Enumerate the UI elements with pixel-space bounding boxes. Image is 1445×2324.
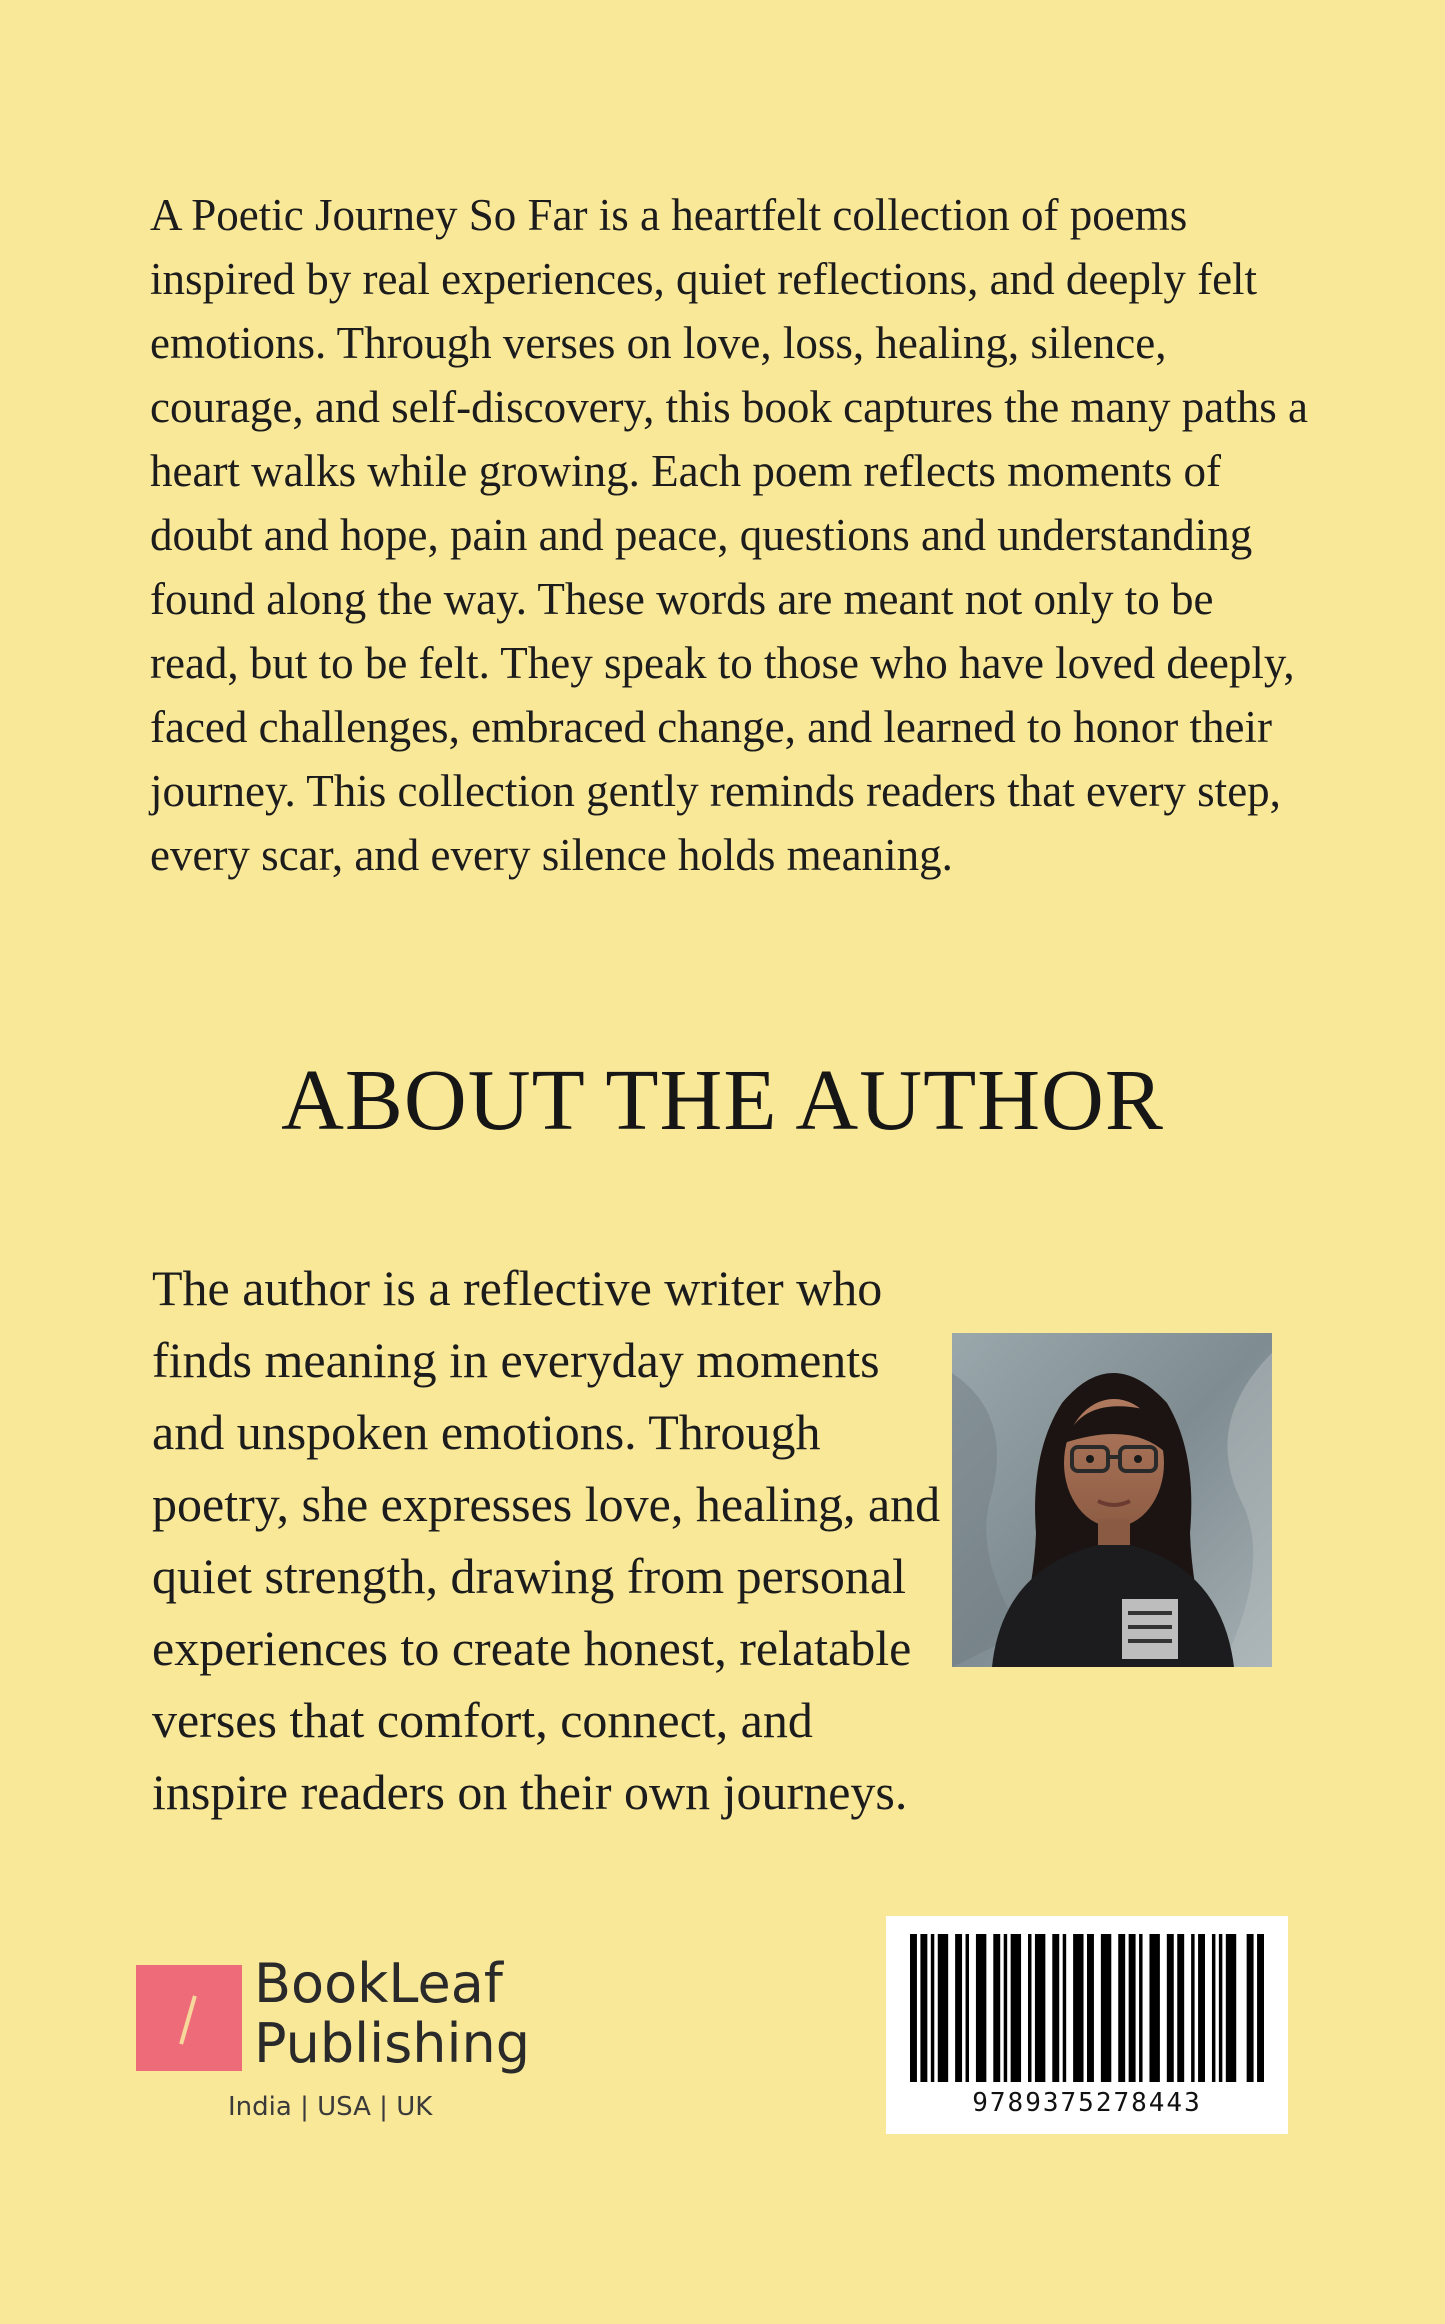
publisher-logo bbox=[136, 1952, 556, 2142]
barcode-bar bbox=[1198, 1934, 1205, 2082]
barcode-bar bbox=[976, 1934, 986, 2082]
barcode-bar bbox=[966, 1934, 969, 2082]
barcode-bar bbox=[1073, 1934, 1083, 2082]
barcode-bar bbox=[1191, 1934, 1194, 2082]
barcode-bar bbox=[1167, 1934, 1174, 2082]
barcode-bar bbox=[1035, 1934, 1045, 2082]
barcode-bar bbox=[1247, 1934, 1254, 2082]
barcode-bar bbox=[931, 1934, 934, 2082]
barcode-bar bbox=[1063, 1934, 1066, 2082]
barcode-bar bbox=[1011, 1934, 1021, 2082]
barcode-bar bbox=[1129, 1934, 1136, 2082]
about-author-heading: ABOUT THE AUTHOR bbox=[281, 1051, 1164, 1148]
publisher-slash-icon bbox=[136, 1965, 242, 2071]
barcode-bar bbox=[1257, 1934, 1264, 2082]
barcode-bar bbox=[1212, 1934, 1215, 2082]
barcode-bar bbox=[938, 1934, 948, 2082]
barcode-bar bbox=[1139, 1934, 1142, 2082]
publisher-name-line1: BookLeaf bbox=[254, 1952, 503, 2015]
publisher-name bbox=[254, 1954, 530, 2074]
barcode-bars bbox=[910, 1934, 1264, 2082]
isbn-barcode bbox=[886, 1916, 1288, 2134]
publisher-name-line2: Publishing bbox=[254, 2012, 530, 2075]
barcode-bar bbox=[1004, 1934, 1007, 2082]
barcode-bar bbox=[1028, 1934, 1031, 2082]
barcode-bar bbox=[955, 1934, 962, 2082]
barcode-bar bbox=[1149, 1934, 1159, 2082]
barcode-bar bbox=[1052, 1934, 1059, 2082]
barcode-bar bbox=[1219, 1934, 1222, 2082]
barcode-bar bbox=[1226, 1934, 1236, 2082]
barcode-bar bbox=[910, 1934, 917, 2082]
barcode-bar bbox=[1101, 1934, 1111, 2082]
barcode-bar bbox=[993, 1934, 1000, 2082]
barcode-bar bbox=[920, 1934, 927, 2082]
book-blurb: A Poetic Journey So Far is a heartfelt collection of poems inspired by real experiences, quiet reflections, and deeply felt emotions. Through verses on love, loss, healing, silence, courage, and self-discovery, this book captures the many paths a heart walks while growing. Each poem reflects moments of doubt and hope, pain and peace, questions and understanding found along the way. These words are meant not only to be read, but to be felt. They speak to those who have loved deeply, faced challenges, embraced change, and learned to honor their journey. This collection gently reminds readers that every step, every scar, and every silence holds meaning. bbox=[150, 190, 1308, 880]
barcode-bar bbox=[1177, 1934, 1184, 2082]
author-bio: The author is a reflective writer who finds meaning in everyday moments and unspoken emotions. Through poetry, she expresses love, healing, and quiet strength, drawing from personal experiences to create honest, relatable verses that comfort, connect, and inspire readers on their own journeys. bbox=[152, 1260, 941, 1820]
author-photo bbox=[952, 1333, 1272, 1667]
barcode-bar bbox=[1087, 1934, 1094, 2082]
isbn-number: 9789375278443 bbox=[972, 2088, 1202, 2118]
barcode-bar bbox=[1118, 1934, 1125, 2082]
publisher-regions: India | USA | UK bbox=[228, 2092, 433, 2122]
